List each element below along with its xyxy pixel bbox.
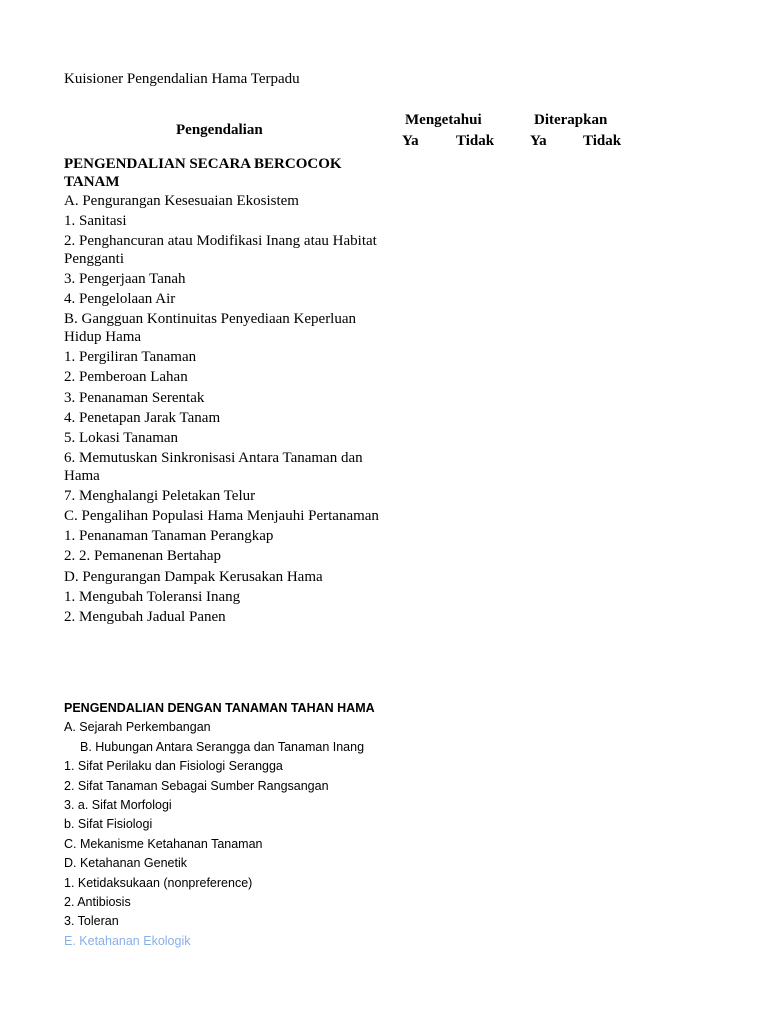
section-title: PENGENDALIAN DENGAN TANAMAN TAHAN HAMA [64,701,375,715]
list-item: D. Ketahanan Genetik [64,856,187,871]
list-item: 1. Penanaman Tanaman Perangkap [64,528,274,545]
list-item: 2. Pemberoan Lahan [64,369,188,386]
column-header-diterapkan: Diterapkan [534,112,608,128]
link-ketahanan-ekologik[interactable]: E. Ketahanan Ekologik [64,933,191,948]
subheader-mengetahui-ya: Ya [402,133,419,149]
list-item: 3. Pengerjaan Tanah [64,271,186,288]
list-item: 7. Menghalangi Peletakan Telur [64,487,256,504]
column-header-mengetahui: Mengetahui [405,112,482,128]
list-item: D. Pengurangan Dampak Kerusakan Hama [64,568,323,585]
list-item: 1. Pergiliran Tanaman [64,349,197,366]
list-item: 4. Pengelolaan Air [64,291,176,308]
list-item: C. Pengalihan Populasi Hama Menjauhi Pertanaman [64,507,379,524]
list-item: 5. Lokasi Tanaman [64,429,179,446]
list-item: 1. Sanitasi [64,213,127,230]
list-item: 2. Antibiosis [64,894,131,909]
list-item: A. Pengurangan Kesesuaian Ekosistem [64,193,299,209]
list-item: 2. Penghancuran atau Modifikasi Inang atau Habitat Pengganti [64,233,377,267]
list-item: 6. Memutuskan Sinkronisasi Antara Tanaman dan Hama [64,450,363,484]
list-item: b. Sifat Fisiologi [64,817,153,832]
list-item: 2. 2. Pemanenan Bertahap [64,548,222,565]
list-item: 2. Mengubah Jadual Panen [64,608,226,625]
subheader-diterapkan-tidak: Tidak [583,133,622,149]
column-header-pengendalian: Pengendalian [176,122,263,138]
list-item: 1. Sifat Perilaku dan Fisiologi Serangga [64,759,283,774]
document-title: Kuisioner Pengendalian Hama Terpadu [64,71,300,87]
subheader-diterapkan-ya: Ya [530,133,547,149]
list-item: 4. Penetapan Jarak Tanam [64,409,221,426]
list-item: B. Gangguan Kontinuitas Penyediaan Keperluan Hidup Hama [64,311,357,345]
list-item: 3. Penanaman Serentak [64,389,205,406]
list-item: 1. Ketidaksukaan (nonpreference) [64,875,253,890]
list-item: 2. Sifat Tanaman Sebagai Sumber Rangsangan [64,778,329,793]
list-item: 1. Mengubah Toleransi Inang [64,588,241,605]
list-item: B. Hubungan Antara Serangga dan Tanaman Inang [80,739,365,754]
section-bercocok-tanam [64,155,384,629]
list-item: 3. Toleran [64,914,119,929]
list-item: C. Mekanisme Ketahanan Tanaman [64,836,263,851]
section-tanaman-tahan-hama [64,700,484,952]
list-item: A. Sejarah Perkembangan [64,720,211,735]
subheader-mengetahui-tidak: Tidak [456,133,495,149]
list-item: 3. a. Sifat Morfologi [64,797,172,812]
section-title: PENGENDALIAN SECARA BERCOCOK TANAM [64,156,342,190]
